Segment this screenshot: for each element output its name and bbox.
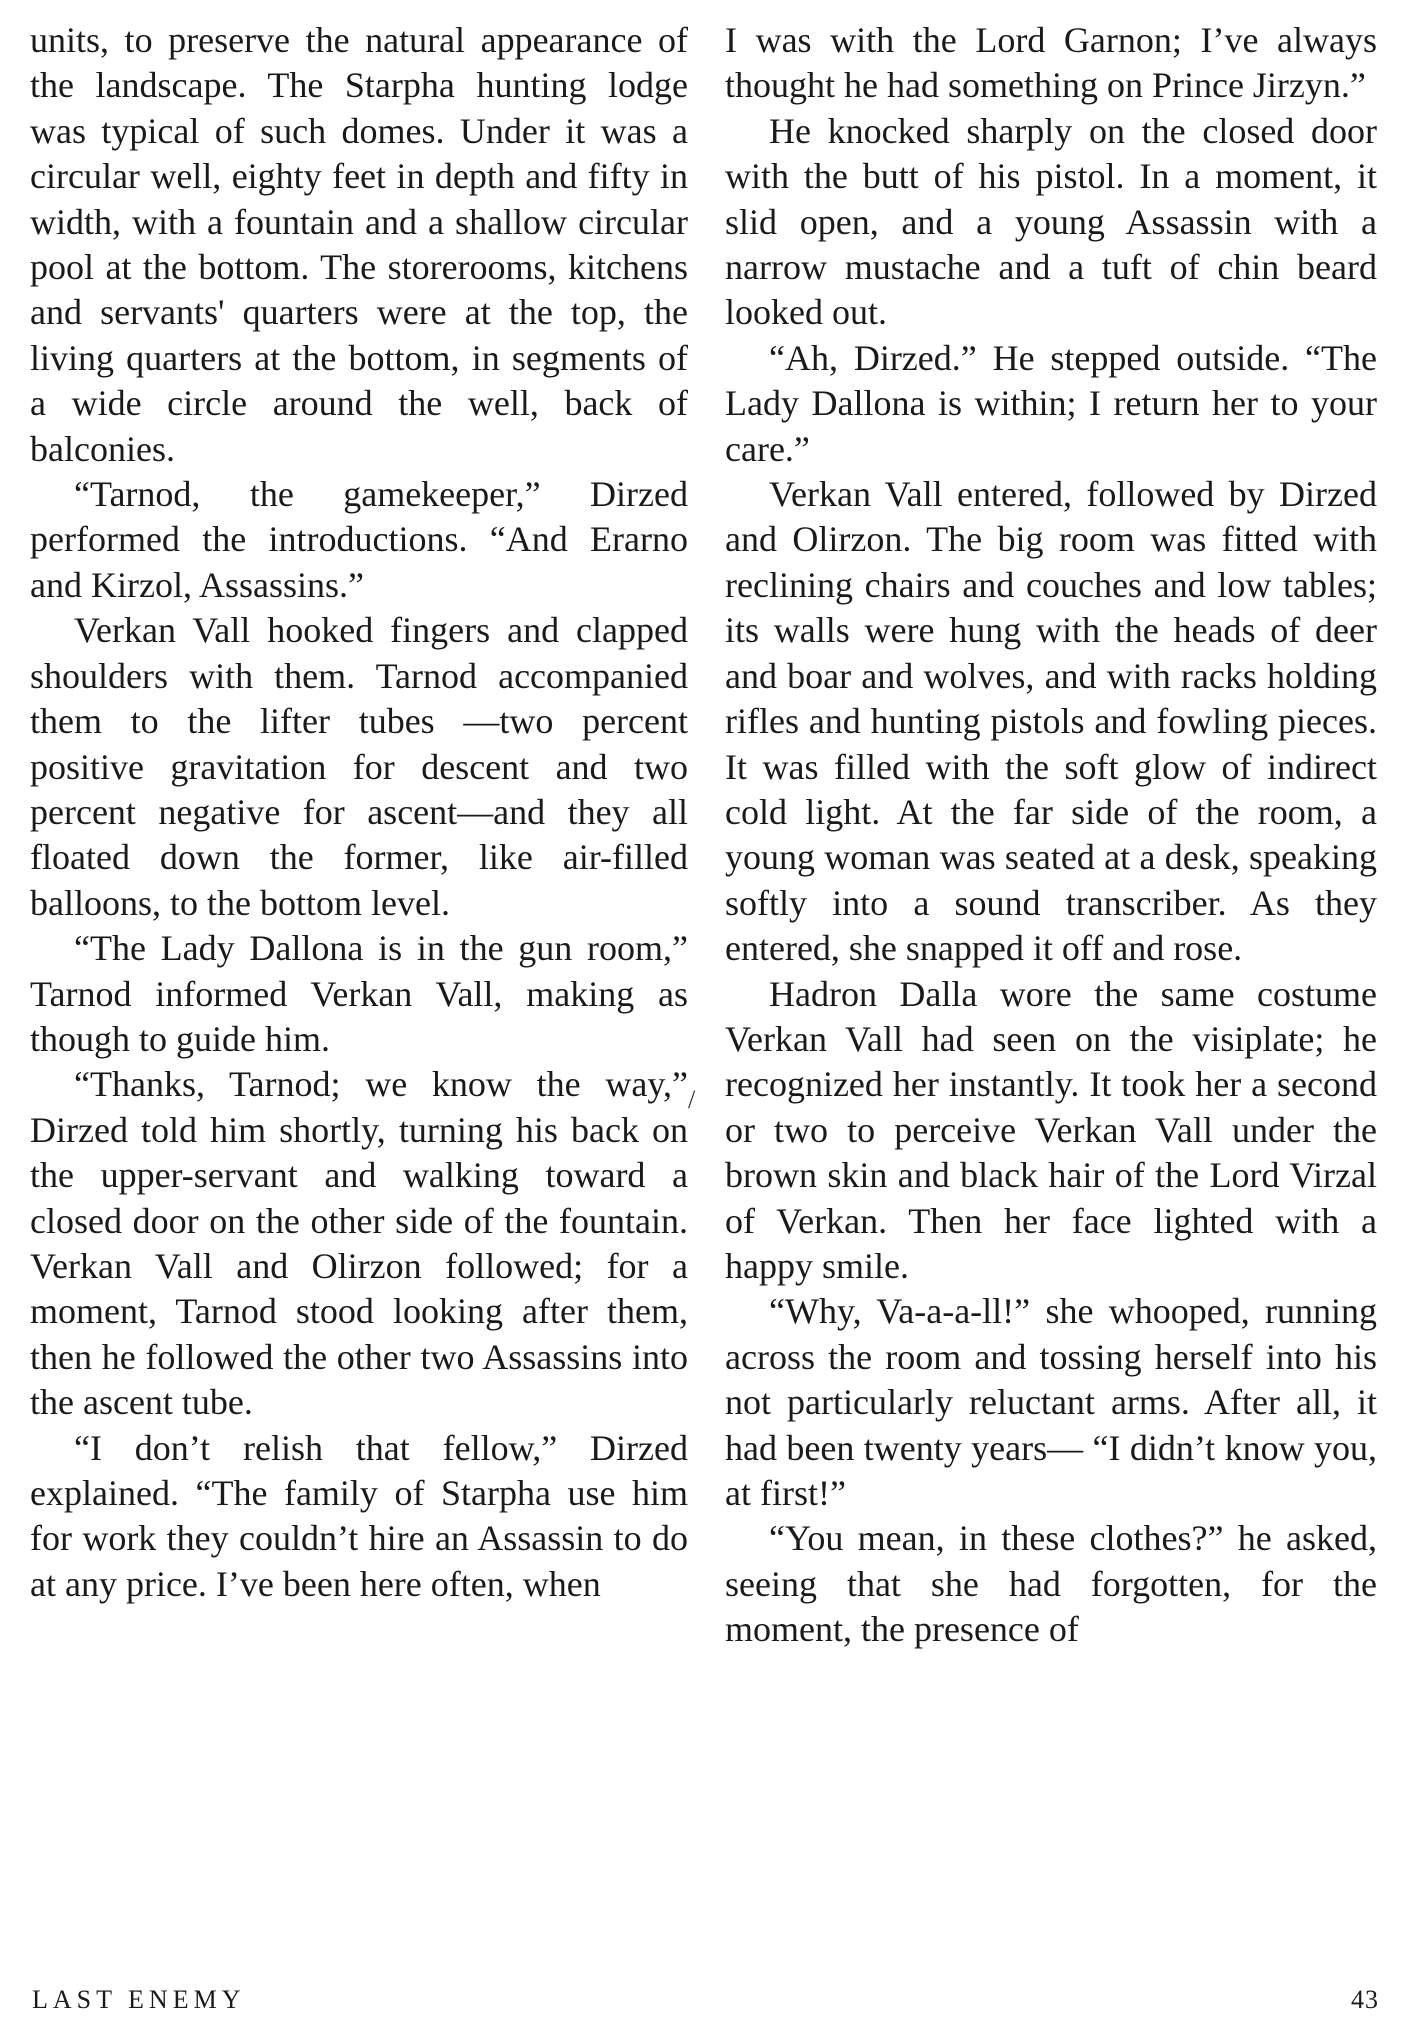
paragraph: “The Lady Dallona is in the gun room,” Tarnod informed Verkan Vall, making as though to guide him. — [30, 928, 688, 1059]
right-column — [725, 18, 1377, 1653]
gutter-mark: / — [688, 1085, 696, 1114]
running-title: LAST ENEMY — [32, 1985, 246, 2014]
page-number: 43 — [1351, 1985, 1379, 2014]
paragraph: “Ah, Dirzed.” He stepped outside. “The Lady Dallona is within; I return her to your care.” — [725, 337, 1377, 469]
paragraph: “You mean, in these clothes?” he asked, seeing that she had forgotten, for the moment, the presence of — [725, 1518, 1377, 1650]
paragraph: He knocked sharply on the closed door with the butt of his pistol. In a moment, it slid open, and a young Assassin with a narrow mustache and a tuft of chin beard looked out. — [725, 110, 1377, 333]
paragraph: “I don’t relish that fellow,” Dirzed explained. “The family of Starpha use him for work they couldn’t hire an Assassin to do at any price. I’ve been here often, when — [30, 1427, 688, 1604]
paragraph: I was with the Lord Garnon; I’ve always thought he had something on Prince Jirzyn.” — [725, 20, 1377, 106]
paragraph: “Tarnod, the gamekeeper,” Dirzed performed the introductions. “And Erarno and Kirzol, Assassins.” — [30, 474, 688, 605]
paragraph: “Thanks, Tarnod; we know the way,” Dirzed told him shortly, turning his back on the upper-servant and walking toward a closed door on the other side of the fountain. Verkan Vall and Olirzon followed; for a moment, Tarnod stood looking after them, then he followed the other two Assassins into the ascent tube. — [30, 1064, 688, 1423]
paragraph: Hadron Dalla wore the same costume Verkan Vall had seen on the visiplate; he recognized her instantly. It took her a second or two to perceive Verkan Vall under the brown skin and black hair of the Lord Virzal of Verkan. Then her face lighted with a happy smile. — [725, 973, 1377, 1286]
paragraph: units, to preserve the natural appearance of the landscape. The Starpha hunting lodge was typical of such domes. Under it was a circular well, eighty feet in depth and fifty in width, with a fountain and a shallow circular pool at the bottom. The storerooms, kitchens and servants' quarters were at the top, the living quarters at the bottom, in segments of a wide circle around the well, back of balconies. — [30, 20, 688, 469]
paragraph: Verkan Vall entered, followed by Dirzed and Olirzon. The big room was fitted with reclining chairs and couches and low tables; its walls were hung with the heads of deer and boar and wolves, and with racks holding rifles and hunting pistols and fowling pieces. It was filled with the soft glow of indirect cold light. At the far side of the room, a young woman was seated at a desk, speaking softly into a sound transcriber. As they entered, she snapped it off and rose. — [725, 474, 1377, 969]
paragraph: “Why, Va-a-a-ll!” she whooped, running across the room and tossing herself into his not particularly reluctant arms. After all, it had been twenty years— “I didn’t know you, at first!” — [725, 1291, 1377, 1513]
left-column — [30, 18, 688, 1607]
paragraph: Verkan Vall hooked fingers and clapped shoulders with them. Tarnod accompanied them to the lifter tubes —two percent positive gravitation for descent and two percent negative for ascent—and they all floated down the former, like air-filled balloons, to the bottom level. — [30, 610, 688, 923]
